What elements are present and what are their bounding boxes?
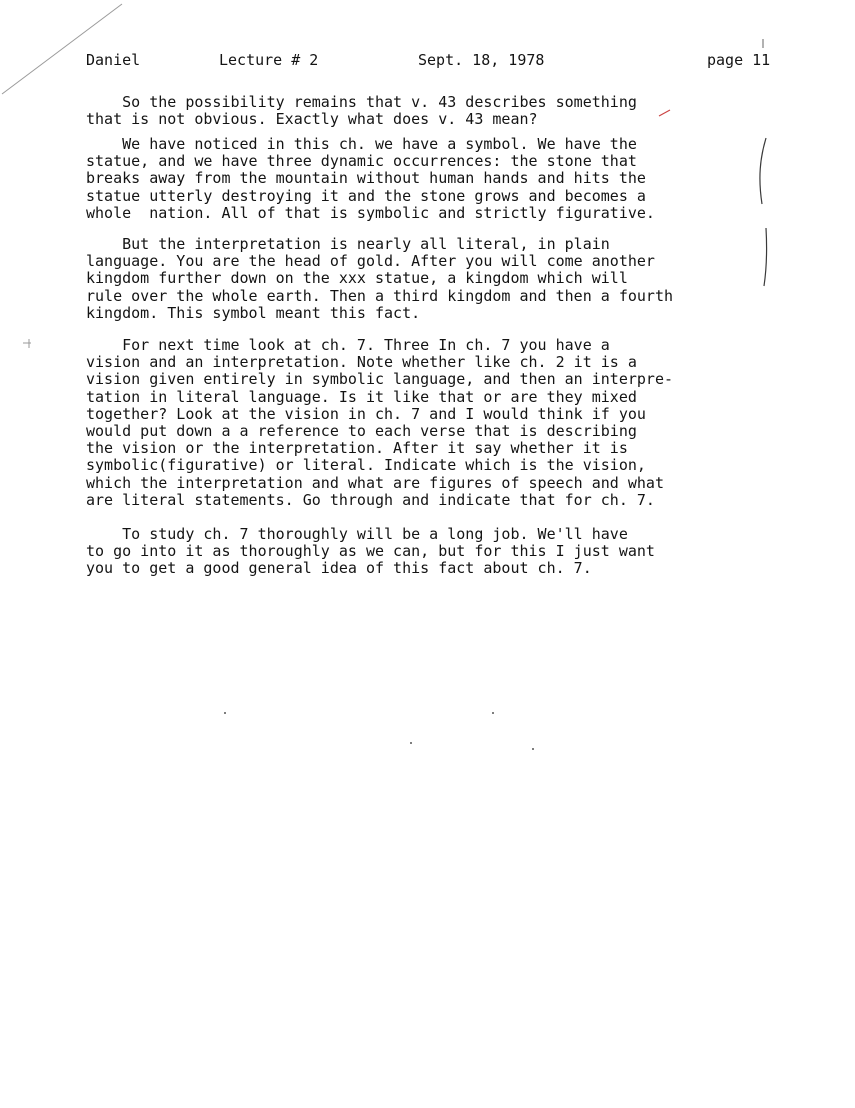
- page-number: page 11: [707, 51, 771, 69]
- text-line: tation in literal language. Is it like that or are they mixed: [86, 387, 637, 406]
- text-line: rule over the whole earth. Then a third kingdom and then a fourth: [86, 286, 673, 305]
- paragraph-1: [86, 94, 776, 128]
- lecture-number: Lecture # 2: [219, 51, 319, 69]
- text-line: breaks away from the mountain without human hands and hits the: [86, 169, 646, 188]
- paragraph-2: [86, 136, 776, 222]
- text-line: whole nation. All of that is symbolic and strictly figurative.: [86, 203, 655, 222]
- text-line: together? Look at the vision in ch. 7 and I would think if you: [86, 404, 646, 423]
- text-line: But the interpretation is nearly all literal, in plain: [86, 235, 610, 253]
- pen-tick-mark: [756, 38, 770, 50]
- scan-speck: [224, 712, 226, 714]
- text-line: So the possibility remains that v. 43 describes something: [86, 93, 637, 111]
- text-line: language. You are the head of gold. After you will come another: [86, 252, 655, 271]
- paragraph-5: [86, 526, 776, 578]
- text-line: kingdom. This symbol meant this fact.: [86, 303, 421, 322]
- margin-bracket-mark: [758, 226, 774, 290]
- text-line: that is not obvious. Exactly what does v. 43 mean?: [86, 110, 538, 129]
- text-line: you to get a good general idea of this fact about ch. 7.: [86, 559, 592, 578]
- text-line: vision and an interpretation. Note whether like ch. 2 it is a: [86, 353, 637, 372]
- text-line: are literal statements. Go through and indicate that for ch. 7.: [86, 490, 655, 509]
- margin-bracket-mark: [752, 134, 772, 214]
- text-line: We have noticed in this ch. we have a symbol. We have the: [86, 135, 637, 153]
- text-line: To study ch. 7 thoroughly will be a long job. We'll have: [86, 525, 628, 543]
- red-pen-mark: [658, 108, 672, 118]
- scan-speck: [532, 748, 534, 750]
- text-line: the vision or the interpretation. After it say whether it is: [86, 439, 628, 458]
- margin-smudge-mark: [20, 336, 34, 350]
- paragraph-4: [86, 337, 776, 509]
- text-line: which the interpretation and what are figures of speech and what: [86, 473, 664, 492]
- paragraph-3: [86, 236, 776, 322]
- text-line: For next time look at ch. 7. Three In ch. 7 you have a: [86, 336, 610, 354]
- text-line: kingdom further down on the xxx statue, a kingdom which will: [86, 269, 628, 288]
- text-line: statue, and we have three dynamic occurrences: the stone that: [86, 152, 637, 171]
- corner-fold-mark: [0, 0, 130, 100]
- text-line: vision given entirely in symbolic language, and then an interpre-: [86, 370, 673, 389]
- text-line: statue utterly destroying it and the stone grows and becomes a: [86, 186, 646, 205]
- course-title: Daniel: [86, 51, 141, 69]
- text-line: would put down a a reference to each verse that is describing: [86, 421, 637, 440]
- text-line: to go into it as thoroughly as we can, but for this I just want: [86, 542, 655, 561]
- lecture-date: Sept. 18, 1978: [418, 51, 545, 69]
- page-header: [0, 51, 855, 71]
- scan-speck: [410, 742, 412, 744]
- text-line: symbolic(figurative) or literal. Indicate which is the vision,: [86, 456, 646, 475]
- scan-speck: [492, 712, 494, 714]
